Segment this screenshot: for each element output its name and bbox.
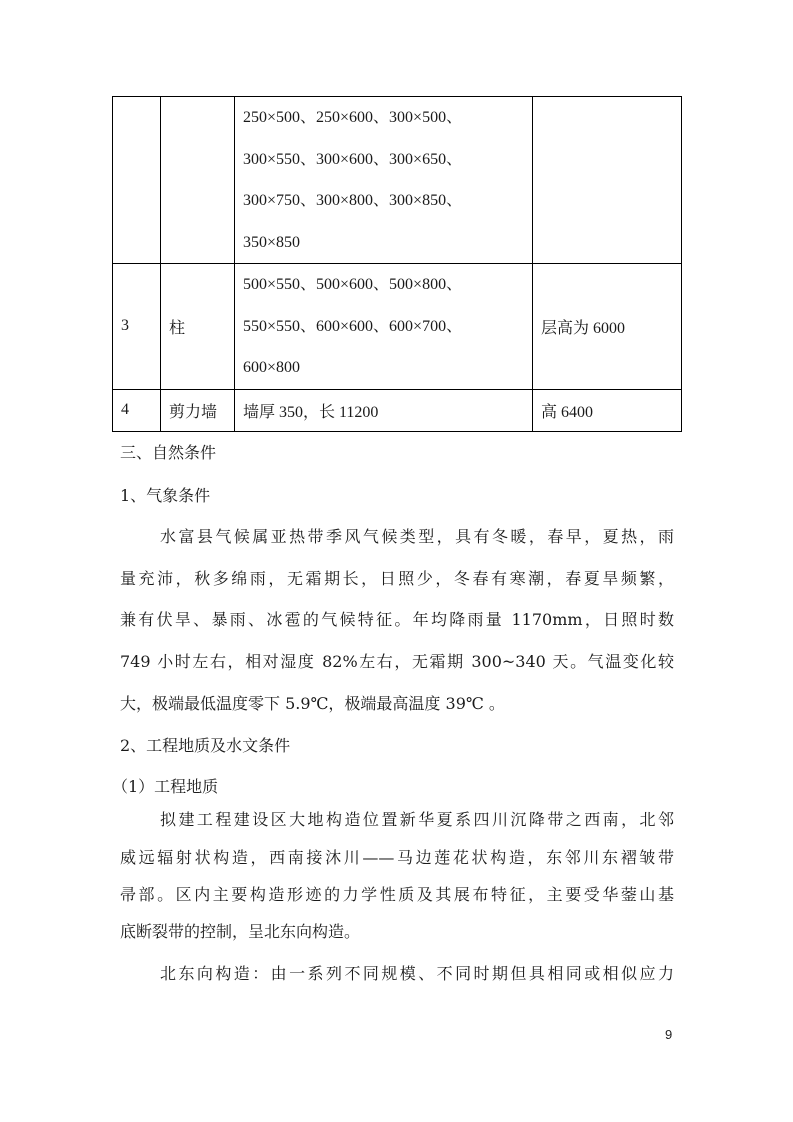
paragraph-line: 水富县气候属亚热带季风气候类型，具有冬暖，春早，夏热，雨 [160,527,674,546]
member-name: 柱 [161,264,235,390]
member-name: 剪力墙 [161,389,235,431]
paragraph-line: 威远辐射状构造，西南接沐川——马边莲花状构造，东邻川东褶皱带 [120,848,674,867]
subsection-heading: 1、气象条件 [120,486,211,505]
paragraph-line: 大，极端最低温度零下 5.9℃，极端最高温度 39℃ 。 [120,694,505,713]
sub-subsection-heading: （1）工程地质 [112,777,219,796]
row-number: 4 [113,389,161,431]
section-heading: 三、自然条件 [120,443,217,462]
size-spec: 墙厚 350，长 11200 [235,389,533,431]
subsection-heading: 2、工程地质及水文条件 [120,736,291,755]
member-size-table [112,96,682,432]
member-note: 层高为 6000 [533,264,682,390]
table-row [113,97,682,264]
paragraph-line: 底断裂带的控制，呈北东向构造。 [120,922,361,941]
paragraph-line: 北东向构造：由一系列不同规模、不同时期但具相同或相似应力 [160,964,674,983]
member-name [161,97,235,264]
paragraph-line: 拟建工程建设区大地构造位置新华夏系四川沉降带之西南，北邻 [160,810,674,829]
table-row [113,389,682,431]
row-number [113,97,161,264]
paragraph-line: 帚部。区内主要构造形迹的力学性质及其展布特征，主要受华蓥山基 [120,885,674,904]
size-spec: 250×500、250×600、300×500、 300×550、300×600、300×650、 300×750、300×800、300×850、 350×850 [235,97,533,264]
paragraph-line: 量充沛，秋多绵雨，无霜期长，日照少，冬春有寒潮，春夏旱频繁， [120,569,674,588]
table-row [113,264,682,390]
size-spec: 500×550、500×600、500×800、 550×550、600×600、600×700、 600×800 [235,264,533,390]
page-number: 9 [665,1027,673,1042]
member-note [533,97,682,264]
paragraph-line: 749 小时左右，相对湿度 82%左右，无霜期 300~340 天。气温变化较 [120,652,674,671]
member-note: 高 6400 [533,389,682,431]
row-number: 3 [113,264,161,390]
paragraph-line: 兼有伏旱、暴雨、冰雹的气候特征。年均降雨量 1170mm，日照时数 [120,610,674,629]
